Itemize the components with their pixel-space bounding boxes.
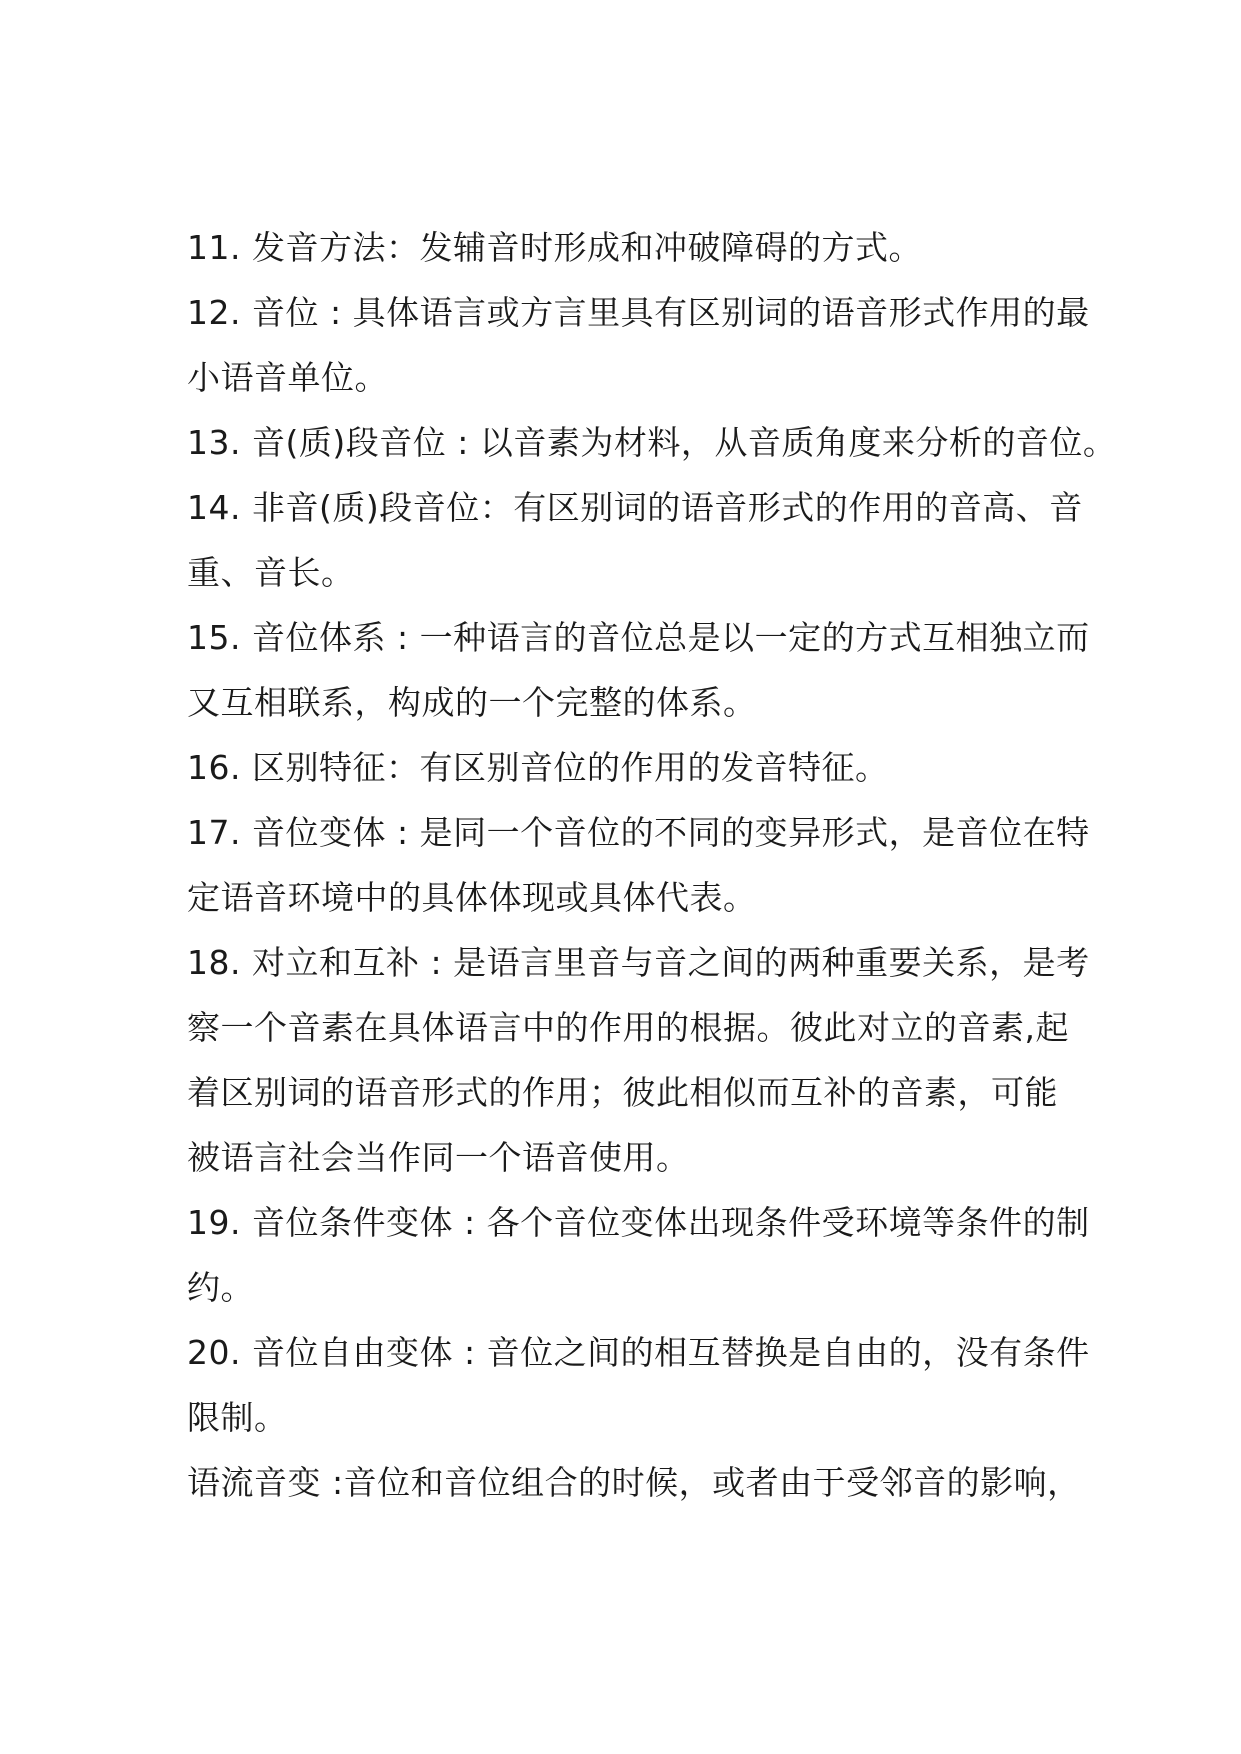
text-line: 14. 非音(质)段音位：有区别词的语音形式的作用的音高、音	[187, 488, 1083, 527]
document-body	[187, 215, 1117, 1515]
text-line: 被语言社会当作同一个语音使用。	[187, 1138, 690, 1177]
text-line: 15. 音位体系 : 一种语言的音位总是以一定的方式互相独立而	[187, 618, 1090, 657]
text-line: 语流音变 :音位和音位组合的时候，或者由于受邻音的影响，	[187, 1463, 1081, 1502]
text-line: 约。	[187, 1268, 254, 1307]
text-line: 限制。	[187, 1398, 288, 1437]
text-line: 重、音长。	[187, 553, 355, 592]
text-line: 小语音单位。	[187, 358, 388, 397]
text-line: 19. 音位条件变体 : 各个音位变体出现条件受环境等条件的制	[187, 1203, 1090, 1242]
text-line: 18. 对立和互补 : 是语言里音与音之间的两种重要关系，是考	[187, 943, 1090, 982]
text-line: 16. 区别特征：有区别音位的作用的发音特征。	[187, 748, 889, 787]
text-line: 13. 音(质)段音位 : 以音素为材料，从音质角度来分析的音位。	[187, 423, 1117, 462]
text-line: 11. 发音方法：发辅音时形成和冲破障碍的方式。	[187, 228, 922, 267]
text-line: 定语音环境中的具体体现或具体代表。	[187, 878, 757, 917]
text-line: 又互相联系，构成的一个完整的体系。	[187, 683, 757, 722]
text-line: 察一个音素在具体语言中的作用的根据。彼此对立的音素,起	[187, 1008, 1069, 1047]
text-line: 着区别词的语音形式的作用；彼此相似而互补的音素，可能	[187, 1073, 1058, 1112]
text-line: 17. 音位变体 : 是同一个音位的不同的变异形式，是音位在特	[187, 813, 1090, 852]
text-line: 20. 音位自由变体 : 音位之间的相互替换是自由的，没有条件	[187, 1333, 1090, 1372]
text-line: 12. 音位 : 具体语言或方言里具有区别词的语音形式作用的最	[187, 293, 1090, 332]
